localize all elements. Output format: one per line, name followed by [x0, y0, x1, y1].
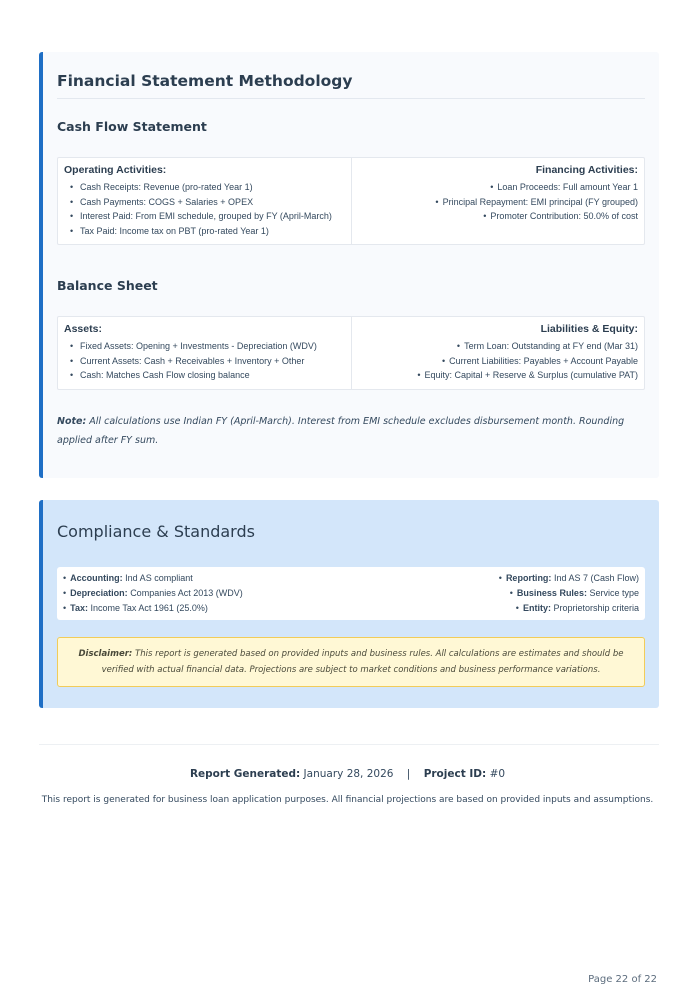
meta-separator: |: [406, 768, 411, 780]
page-number: Page 22 of 22: [588, 974, 657, 985]
list-item: • Current Liabilities: Payables + Account Payable: [358, 354, 639, 369]
list-item: • Promoter Contribution: 50.0% of cost: [358, 209, 639, 224]
footer-disclaimer: This report is generated for business loan application purposes. All financial projections are based on provided inputs and assumptions.: [41, 795, 654, 805]
list-item: • Interest Paid: From EMI schedule, grouped by FY (April-March): [64, 209, 345, 224]
balance-sheet-title: Balance Sheet: [57, 278, 158, 293]
methodology-section: [39, 52, 659, 478]
liabilities-equity: [352, 317, 645, 389]
footer-divider: [39, 744, 659, 745]
note-text: All calculations use Indian FY (April-March). Interest from EMI schedule excludes disbursement month. Rounding applied after FY sum.: [57, 415, 625, 446]
project-id-value: #0: [489, 768, 506, 780]
list-item: • Business Rules: Service type: [351, 586, 639, 601]
generated-date: January 28, 2026: [303, 768, 394, 780]
liabilities-heading: Liabilities & Equity:: [540, 323, 638, 335]
compliance-left: [63, 571, 351, 616]
list-item: • Tax Paid: Income tax on PBT (pro-rated Year 1): [64, 224, 345, 239]
disclaimer-box: [57, 637, 645, 687]
list-item: • Cash Receipts: Revenue (pro-rated Year 1): [64, 180, 345, 195]
list-item: • Term Loan: Outstanding at FY end (Mar 31): [358, 339, 639, 354]
list-item: • Fixed Assets: Opening + Investments - Depreciation (WDV): [64, 339, 345, 354]
report-meta: [0, 768, 695, 780]
note-label: Note:: [57, 415, 87, 427]
operating-activities: [58, 158, 352, 244]
assets-list: [64, 339, 345, 383]
list-item: • Tax: Income Tax Act 1961 (25.0%): [63, 601, 351, 616]
operating-heading: Operating Activities:: [64, 164, 167, 176]
financing-activities: [352, 158, 645, 244]
list-item: • Cash: Matches Cash Flow closing balance: [64, 368, 345, 383]
list-item: • Depreciation: Companies Act 2013 (WDV): [63, 586, 351, 601]
project-id-label: Project ID:: [423, 768, 487, 780]
compliance-right: [351, 571, 639, 616]
list-item: • Current Assets: Cash + Receivables + Inventory + Other: [64, 354, 345, 369]
list-item: • Cash Payments: COGS + Salaries + OPEX: [64, 195, 345, 210]
cash-flow-table: [57, 157, 645, 245]
list-item: • Equity: Capital + Reserve & Surplus (cumulative PAT): [358, 368, 639, 383]
methodology-title: Financial Statement Methodology: [57, 72, 645, 99]
compliance-list: [57, 567, 645, 620]
list-item: • Loan Proceeds: Full amount Year 1: [358, 180, 639, 195]
list-item: • Principal Repayment: EMI principal (FY grouped): [358, 195, 639, 210]
generated-label: Report Generated:: [189, 768, 301, 780]
list-item: • Reporting: Ind AS 7 (Cash Flow): [351, 571, 639, 586]
balance-sheet-table: [57, 316, 645, 390]
financing-list: [358, 180, 639, 224]
list-item: • Accounting: Ind AS compliant: [63, 571, 351, 586]
assets-heading: Assets:: [64, 323, 102, 335]
compliance-section: [39, 500, 659, 708]
list-item: • Entity: Proprietorship criteria: [351, 601, 639, 616]
financing-heading: Financing Activities:: [535, 164, 638, 176]
assets: [58, 317, 352, 389]
disclaimer-text: This report is generated based on provided inputs and business rules. All calculations are estimates and should be verified with actual financial data. Projections are subject to market conditions and business performance variations.: [101, 649, 624, 675]
liabilities-list: [358, 339, 639, 383]
compliance-title: Compliance & Standards: [57, 522, 255, 541]
operating-list: [64, 180, 345, 238]
cash-flow-title: Cash Flow Statement: [57, 119, 207, 134]
disclaimer-label: Disclaimer:: [78, 649, 133, 659]
methodology-note: [57, 412, 645, 450]
